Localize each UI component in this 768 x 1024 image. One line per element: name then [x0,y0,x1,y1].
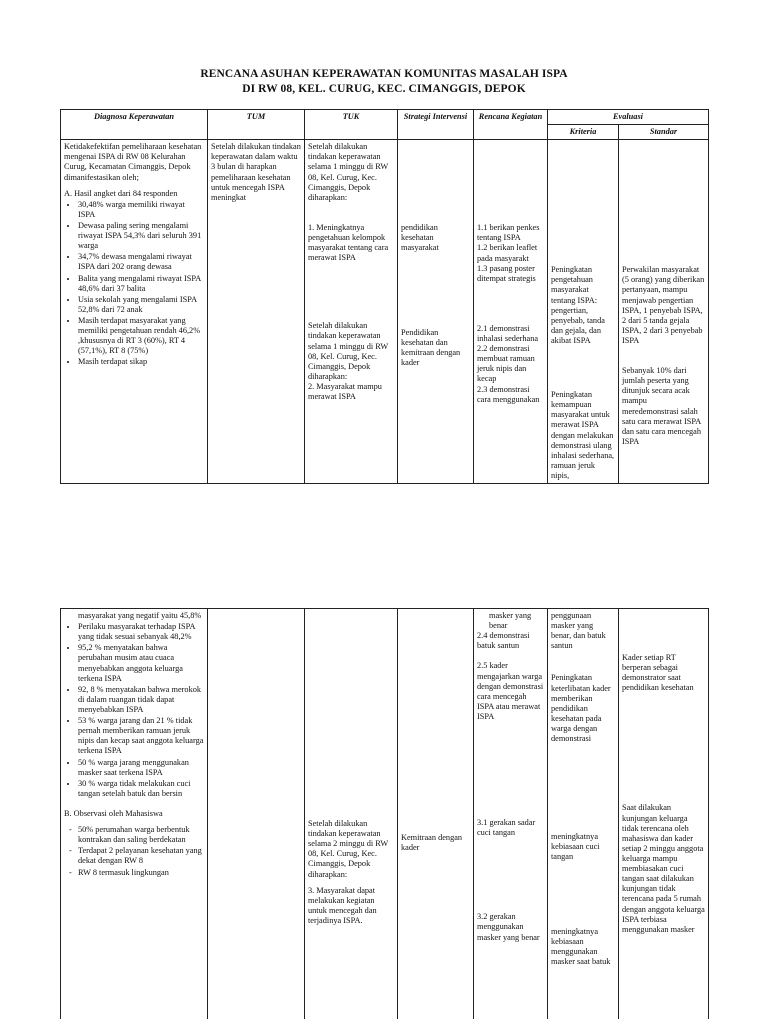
document-title: RENCANA ASUHAN KEPERAWATAN KOMUNITAS MASALAH ISPA [200,68,568,80]
kriteria-1: Peningkatan pengetahuan masyarakat tentang ISPA: pengertian, penyebab, tanda dan gejala, dan akibat ISPA [551,265,605,345]
list-item: - Terdapat 2 pelayanan kesehatan yang dekat dengan RW 8 [78,846,204,866]
strategi-cell [398,140,474,484]
diagnosa-cont: masyarakat yang negatif yaitu 45,8% [78,611,202,620]
standar-cell-cont [619,609,709,1019]
standar-3: Saat dilakukan kunjungan keluarga tidak terencana oleh mahasiswa dan kader setiap 2 minggu anggota keluarga mampu membiasakan cuci tangan saat dilakukan kunjungan tidak terencana pada 5 rumah dengan anggota keluarga ISPA terbiasa menggunakan masker [622,803,705,934]
list-item: • Usia sekolah yang mengalami ISPA 52,8% dari 72 anak [78,295,204,315]
tum-text: Setelah dilakukan tindakan keperawatan dalam waktu 3 bulan di harapkan pemeliharaan kesehatan untuk mencegah ISPA meningkat [211,142,301,202]
rencana-item: 3.2 gerakan menggunakan masker yang benar [477,912,540,942]
list-item: • 92, 8 % menyatakan bahwa merokok di dalam ruangan tidak dapat menyebabkan ISPA [78,685,204,715]
header-strategi: Strategi Intervensi [398,110,474,140]
tum-cell-cont [208,609,305,1019]
diagnosa-intro: Ketidakefektifan pemeliharaan kesehatan mengenai ISPA di RW 08 Kelurahan Curug, Kecamatan Cimanggis, Depok dimanifestasikan oleh; [64,142,202,182]
list-item: • 50 % warga jarang menggunakan masker saat terkena ISPA [78,758,204,778]
care-plan-table-page-2 [60,608,709,1019]
rencana-item: 2.4 demonstrasi batuk santun [477,631,530,651]
list-item: • Masih terdapat sikap [78,357,204,367]
list-item: • 53 % warga jarang dan 21 % tidak pernah memberikan ramuan jeruk nipis dan kecap saat anggota keluarga terkena ISPA [78,716,204,756]
diagnosa-dash-list [64,825,204,878]
list-item: - 50% perumahan warga berbentuk kontrakan dan saling berdekatan [78,825,204,845]
kriteria-cell-cont [548,609,619,1019]
diagnosa-bullet-list [64,200,204,368]
kriteria-cell [548,140,619,484]
header-evaluasi: Evaluasi [548,110,709,125]
strategi-cell-cont [398,609,474,1019]
rencana-cell [474,140,548,484]
kriteria-2: Peningkatan kemampuan masyarakat untuk merawat ISPA dengan melakukan demonstrasi ulang inhalasi sederhana, ramuan jeruk nipis, [551,390,615,480]
list-item: • Dewasa paling sering mengalami riwayat ISPA 54,3% dari seluruh 391 warga [78,221,204,251]
list-item: • 30 % warga tidak melakukan cuci tangan setelah batuk dan bersin [78,779,204,799]
standar-2: Sebanyak 10% dari jumlah peserta yang ditunjuk secara acak mampu meredemonstrasi salah satu cara merawat ISPA dan satu cara mencegah ISPA [622,366,702,446]
tuk-item-1: 1. Meningkatnya pengetahuan kelompok masyarakat tentang cara merawat ISPA [308,222,389,263]
tuk-intro-3: Setelah dilakukan tindakan keperawatan selama 2 minggu di RW 08, Kel. Curug, Kec. Cimanggis, Depok diharapkan: [308,819,389,879]
kriteria-3a: meningkatnya kebiasaan cuci tangan [551,832,600,862]
tum-cell [208,140,305,484]
strategi-2: Pendidikan kesehatan dan kemitraan dengan kader [401,327,461,367]
header-kriteria: Kriteria [548,125,619,140]
tuk-intro: Setelah dilakukan tindakan keperawatan selama 1 minggu di RW 08, Kel. Curug, Kec. Cimanggis, Depok diharapkan: [308,142,389,202]
list-item: • 30,48% warga memiliki riwayat ISPA [78,200,204,220]
header-tuk: TUK [305,110,398,140]
rencana-item: 1.2 berikan leaflet pada masyarakt [477,243,538,263]
standar-cell [619,140,709,484]
header-standar: Standar [619,125,709,140]
header-tum: TUM [208,110,305,140]
document-subtitle: DI RW 08, KEL. CURUG, KEC. CIMANGGIS, DEPOK [242,83,526,95]
list-item: • 95,2 % menyatakan bahwa perubahan musim atau cuaca menyebabkan anggota keluarga terkena ISPA [78,643,204,683]
kriteria-a: Peningkatan keterlibatan kader memberikan pendidikan kesehatan pada warga dengan demonstrasi [551,673,611,744]
diagnosa-cell [61,140,208,484]
strategi-1: pendidikan kesehatan masyarakat [401,223,439,253]
diagnosa-bullet-list-2 [64,622,204,799]
standar-1: Perwakilan masyarakat (5 orang) yang diberikan pertanyaan, mampu menjawab pengertian ISPA, 1 penyebab ISPA, 2 dari 5 tanda gejala ISPA, 2 dari 3 penyebab ISPA [622,265,705,345]
diagnosa-section-a: A. Hasil angket dari 84 responden [64,188,178,198]
tuk-cell-cont [305,609,398,1019]
rencana-item: 2.5 kader mengajarkan warga dengan demonstrasi cara mencegah ISPA atau merawat ISPA [477,661,544,721]
rencana-cell-cont [474,609,548,1019]
standar-a: Kader setiap RT berperan sebagai demonstrator saat pendidikan kesehatan [622,653,694,693]
list-item: - RW 8 termasuk lingkungan [78,868,204,878]
kriteria-cont: penggunaan masker yang benar, dan batuk santun [551,611,606,651]
tuk-item-3: 3. Masyarakat dapat melakukan kegiatan untuk mencegah dan terjadinya ISPA. [308,885,377,925]
diagnosa-cell-cont [61,609,208,1019]
diagnosa-section-b: B. Observasi oleh Mahasiswa [64,808,163,818]
rencana-cont: masker yang benar [489,611,532,631]
rencana-item: 2.3 demonstrasi cara menggunakan [477,384,540,404]
care-plan-table-page-1 [60,109,709,484]
strategi-3: Kemitraan dengan kader [401,833,463,853]
header-diagnosa: Diagnosa Keperawatan [61,110,208,140]
rencana-item: 3.1 gerakan sadar cuci tangan [477,818,536,838]
list-item: • 34,7% dewasa mengalami riwayat ISPA dari 202 orang dewasa [78,252,204,272]
kriteria-3b: meningkatnya kebiasaan menggunakan masker saat batuk [551,926,611,966]
list-item: • Balita yang mengalami riwayat ISPA 48,6% dari 37 balita [78,274,204,294]
rencana-item: 1.3 pasang poster ditempat strategis [477,263,536,283]
list-item: • Perilaku masyarakat terhadap ISPA yang tidak sesuai sebanyak 48,2% [78,622,204,642]
tuk-intro-2: Setelah dilakukan tindakan keperawatan selama 1 minggu di RW 08, Kel. Curug, Kec. Cimanggis, Depok diharapkan: [308,321,389,381]
rencana-item: 1.1 berikan penkes tentang ISPA [477,223,540,243]
tuk-cell [305,140,398,484]
list-item: • Masih terdapat masyarakat yang memiliki pengetahuan rendah 46,2% ,khususnya di RT 3 (60%), RT 4 (57,1%), RT 8 (75%) [78,316,204,356]
header-rencana: Rencana Kegiatan [474,110,548,140]
rencana-item: 2.2 demonstrasi membuat ramuan jeruk nipis dan kecap [477,344,535,384]
rencana-item: 2.1 demonstrasi inhalasi sederhana [477,323,539,343]
tuk-item-2: 2. Masyarakat mampu merawat ISPA [308,381,382,402]
